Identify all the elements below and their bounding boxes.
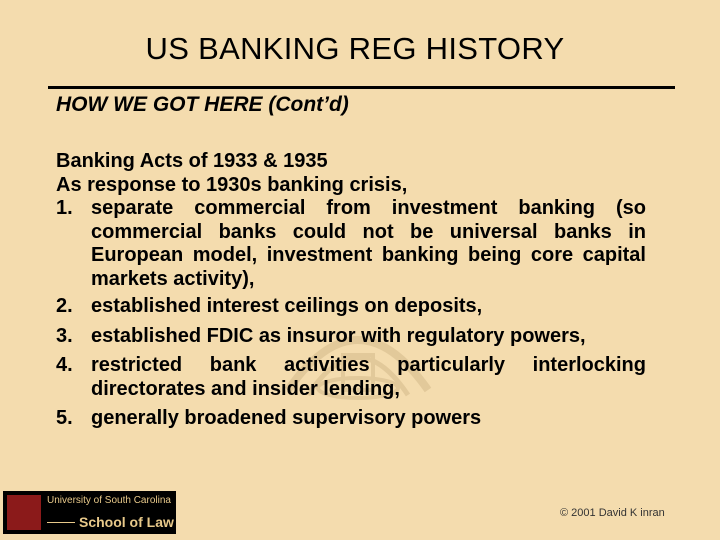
list-item xyxy=(56,407,646,431)
list-number: 2. xyxy=(56,295,73,317)
list-number: 3. xyxy=(56,324,73,347)
list-item xyxy=(56,197,646,291)
palmetto-emblem-icon xyxy=(7,495,41,530)
logo-divider xyxy=(47,522,75,523)
list-item xyxy=(56,354,646,401)
slide-body xyxy=(56,150,646,431)
school-of-law-logo xyxy=(3,491,176,534)
slide-title: US BANKING REG HISTORY xyxy=(145,31,565,66)
list-text: separate commercial from investment banking (so commercial banks could not be universal banks in European model, investment banking being core capital markets activity), xyxy=(91,197,646,290)
list-text: generally broadened supervisory powers xyxy=(91,407,482,429)
list-number: 5. xyxy=(56,407,73,429)
slide-subtitle: HOW WE GOT HERE (Cont’d) xyxy=(56,93,349,116)
intro-line: Banking Acts of 1933 & 1935 xyxy=(56,150,328,172)
list-text: established FDIC as insuror with regulatory powers, xyxy=(91,324,586,347)
logo-school-text: School of Law xyxy=(79,514,174,530)
list-number: 1. xyxy=(56,197,73,219)
list-number: 4. xyxy=(56,354,73,376)
title-divider xyxy=(48,86,675,89)
list-item xyxy=(56,325,646,349)
list-text: established interest ceilings on deposits, xyxy=(91,295,483,317)
logo-university-text: University of South Carolina xyxy=(47,495,171,506)
list-text: restricted bank activities particularly interlocking directorates and insider lending, xyxy=(91,354,646,400)
list-item xyxy=(56,295,646,319)
acts-list xyxy=(56,197,646,431)
copyright-notice: © 2001 David K inran xyxy=(560,507,665,519)
intro-line: As response to 1930s banking crisis, xyxy=(56,173,408,196)
